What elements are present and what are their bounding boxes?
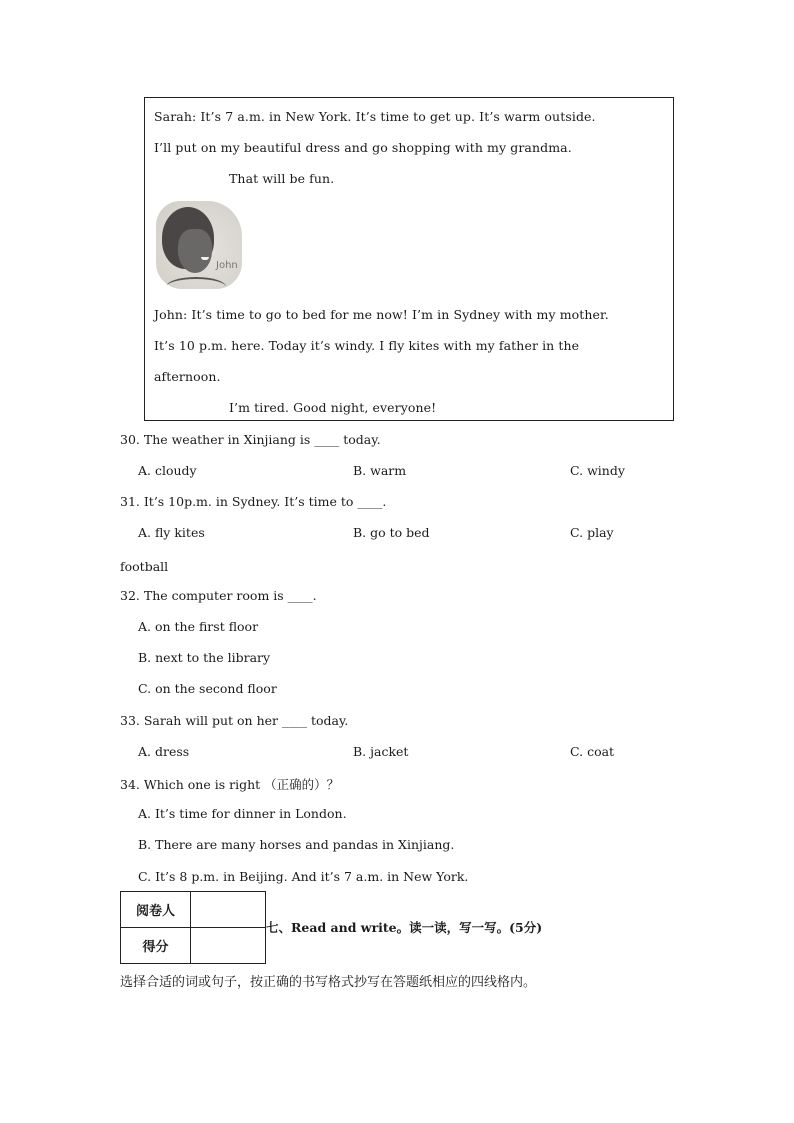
reviewer-value-cell <box>191 892 266 928</box>
john-line-3: afternoon. <box>154 369 221 384</box>
question-30-option-b: B. warm <box>353 463 407 478</box>
question-33-option-b: B. jacket <box>353 744 409 759</box>
question-31-option-a: A. fly kites <box>138 525 205 540</box>
question-33-option-c: C. coat <box>570 744 615 759</box>
john-line-1: John: It’s time to go to bed for me now! I’m in Sydney with my mother. <box>154 307 609 322</box>
question-32-option-c: C. on the second floor <box>138 681 277 696</box>
question-32-stem: 32. The computer room is ____. <box>120 588 317 603</box>
question-33-option-a: A. dress <box>138 744 190 759</box>
question-32-option-b: B. next to the library <box>138 650 271 665</box>
question-30-option-a: A. cloudy <box>138 463 197 478</box>
john-face-shape <box>178 229 212 273</box>
question-30-option-c: C. windy <box>570 463 625 478</box>
reading-passage-box <box>144 97 674 421</box>
question-31-option-c: C. play <box>570 525 614 540</box>
section-7-instruction: 选择合适的词或句子，按正确的书写格式抄写在答题纸相应的四线格内。 <box>120 975 537 990</box>
question-31-option-b: B. go to bed <box>353 525 430 540</box>
sarah-line-3: That will be fun. <box>229 171 335 186</box>
section-7-heading: 七、Read and write。读一读，写一写。(5分) <box>266 920 543 935</box>
john-line-2: It’s 10 p.m. here. Today it’s windy. I fly kites with my father in the <box>154 338 580 353</box>
sarah-line-2: I’ll put on my beautiful dress and go shopping with my grandma. <box>154 140 572 155</box>
question-31-option-c-wrap: football <box>120 559 169 574</box>
question-30-stem: 30. The weather in Xinjiang is ____ today. <box>120 432 381 447</box>
question-34-option-a: A. It’s time for dinner in London. <box>138 806 347 821</box>
question-32-option-a: A. on the first floor <box>138 619 259 634</box>
john-collar-shape <box>166 277 226 289</box>
score-label: 得分 <box>121 928 191 964</box>
question-31-stem: 31. It’s 10p.m. in Sydney. It’s time to ____. <box>120 494 387 509</box>
john-photo <box>156 201 242 289</box>
question-33-stem: 33. Sarah will put on her ____ today. <box>120 713 349 728</box>
score-value-cell <box>191 928 266 964</box>
question-34-option-b: B. There are many horses and pandas in Xinjiang. <box>138 837 455 852</box>
sarah-line-1: Sarah: It’s 7 a.m. in New York. It’s time to get up. It’s warm outside. <box>154 109 596 124</box>
john-photo-caption: John <box>216 260 238 271</box>
grader-score-table <box>120 891 266 964</box>
reviewer-label: 阅卷人 <box>121 892 191 928</box>
question-34-stem: 34. Which one is right （正确的）？ <box>120 777 340 792</box>
question-34-option-c: C. It’s 8 p.m. in Beijing. And it’s 7 a.m. in New York. <box>138 869 469 884</box>
john-line-4: I’m tired. Good night, everyone! <box>229 400 437 415</box>
